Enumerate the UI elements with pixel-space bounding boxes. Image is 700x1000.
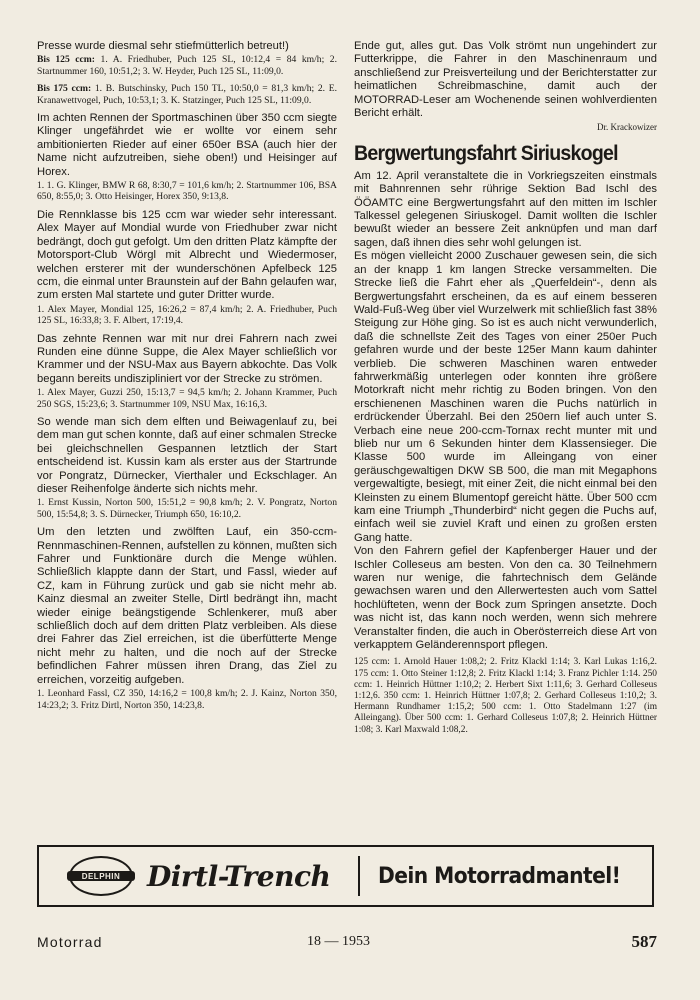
page-number: 587: [631, 932, 657, 951]
class-label: Bis 125 ccm:: [37, 54, 95, 66]
results-text: 1. Ernst Kussin, Norton 500, 15:51,2 = 90,8 km/h; 2. V. Pongratz, Norton 500, 15:54,8; 3. S. Dürnecker, Triumph 650, 16:10,2.: [37, 497, 337, 520]
article-paragraph: Das zehnte Rennen war mit nur drei Fahrern nach zwei Runden eine dünne Suppe, die Alex Mayer schließlich vor Krammer und der NSU-Max aus Bayern abkochte. Das Volk begann bereits undiszipliniert vor der Strecke zu strömen.: [37, 332, 337, 385]
magazine-name: Motorrad: [37, 934, 103, 950]
results-text: 1. Alex Mayer, Guzzi 250, 15:13,7 = 94,5 km/h; 2. Johann Krammer, Puch 250 SGS, 15:23,6; 3. Startnummer 109, NSU Max, 16:16,3.: [37, 387, 337, 410]
article-paragraph: Um den letzten und zwölften Lauf, ein 350-ccm-Rennmaschinen-Rennen, aufstellen zu können, mußten sich Fahrer und Funktionäre durch die Menge wühlen. Schließlich klappte dann der Start, und Fassl, wieder auf CZ, kam in Führung zurück und gab sie nicht mehr ab. Kainz diesmal an zweiter Stelle, Dirtl bedrängt ihn, macht wieder einige beängstigende Schlenkerer, muß aber schließlich doch auf dem dritten Platz verbleiben. Als diese drei Fahrer das Ziel erreichen, ist die überfütterte Menge nicht mehr zu halten, und die noch auf der Strecke befindlichen Fahrer müssen ihren Drang, das Ziel zu erreichen, vorzeitig aufgeben.: [37, 526, 337, 686]
results-text: 1. Leonhard Fassl, CZ 350, 14:16,2 = 100,8 km/h; 2. J. Kainz, Norton 350, 14:23,2; 3. Fritz Dirtl, Norton 350, 14:23,8.: [37, 688, 337, 711]
advertisement-banner: [37, 845, 654, 907]
issue-number: 18 — 1953: [307, 934, 370, 949]
author-signature: Dr. Krackowizer: [597, 122, 657, 133]
article-paragraph: Von den Fahrern gefiel der Kapfenberger Hauer und der Ischler Colleseus am besten. Von den ca. 30 Teilnehmern waren nur wenige, die fahrtechnisch dem Gelände gewachsen waren und den Allerwertesten auch vom Sattel hochlüfteten, wenn der Bock zum Springen ansetzte. Doch was nicht ist, das kann noch werden, wenn sich mehrere Veranstalter finden, die auch in Oberösterreich diese Art von verkapptem Geländerennsport pflegen.: [354, 545, 657, 652]
page-footer: [37, 934, 657, 954]
race-results: [37, 180, 337, 203]
race-results: [37, 54, 337, 77]
article-paragraph: So wende man sich dem elften und Beiwagenlauf zu, bei dem man gut schen konnte, daß auf einer schmalen Strecke bei gleichschnellen Gespannen letztlich der Start entscheidend ist. Kussin kam als erster aus der Startrunde vor Pongratz, Dürnecker, Vierthaler und Eckschlager. An dieser Reihenfolge änderte sich nichts mehr.: [37, 415, 337, 495]
report-conclusion: Ende gut, alles gut. Das Volk strömt nun ungehindert zur Futterkrippe, die Fahrer in den Maschinenraum und anschließend zur Preisverteilung und der Berichterstatter zur heimatlichen Schreibmaschine, damit auch der MOTORRAD-Leser am Wochenende seinen wohlverdienten Bericht erhält.: [354, 40, 657, 120]
race-results: [37, 688, 337, 711]
race-results: [37, 387, 337, 410]
ad-brand-name: Dirtl-Trench: [147, 859, 331, 893]
results-text: 1. B. Butschinsky, Puch 150 TL, 10:50,0 = 81,3 km/h; 2. E. Kranawettvogel, Puch, 10:53,1; 3. K. Statzinger, Puch 125 SL, 11:09,0.: [37, 83, 337, 106]
results-text: 1. Alex Mayer, Mondial 125, 16:26,2 = 87,4 km/h; 2. A. Friedhuber, Puch 125 SL, 16:33,8; 3. F. Albert, 17:19,4.: [37, 303, 337, 327]
logo-text: DELPHIN: [81, 871, 121, 881]
results-text: 1. 1. G. Klinger, BMW R 68, 8:30,7 = 101,6 km/h; 2. Startnummer 106, BSA 650, 8:55,0; 3. Otto Heisinger, Horex 350, 9:13,8.: [37, 180, 337, 203]
class-label: Bis 175 ccm:: [37, 83, 92, 95]
article-paragraph: Presse wurde diesmal sehr stiefmütterlich betreut!): [37, 40, 289, 52]
article-heading: Bergwertungsfahrt Siriuskogel: [354, 141, 618, 165]
ad-divider: [358, 856, 360, 896]
race-results: 125 ccm: 1. Arnold Hauer 1:08,2; 2. Fritz Klackl 1:14; 3. Karl Lukas 1:16,2. 175 ccm: 1. Otto Steiner 1:12,8; 2. Fritz Klackl 1:14; 3. Franz Pichler 1:14. 250 ccm: 1. Heinrich Hüttner 1:10,2; 2. Herbert Sixt 1:11,6; 3. Gerhard Colleseus 1:12,6. 350 ccm: 1. Heinrich Hüttner 1:07,8; 2. Gerhard Colleseus 1:10,2; 3. Hermann Rundhamer 1:15,2; 500 ccm: 1. Otto Stadelmann 1:27 (im Alleingang). Über 500 ccm: 1. Gerhard Colleseus 1:07,8; 2. Heinrich Hüttner 1:08; 3. Karl Maxwald 1:08,2.: [354, 657, 657, 735]
article-paragraph: Am 12. April veranstaltete die in Vorkriegszeiten einstmals mit Bahnrennen sehr rührige Sektion Bad Ischl des ÖÖAMTC eine Bergwertungsfahrt auf den mitten im Ischler Talkessel gelegenen Siriuskogel. Damit wollten die Ischler bewußt wieder an bessere Zeit anknüpfen und man darf sagen, daß ihnen dies sehr wohl gelungen ist.: [354, 169, 657, 249]
ad-slogan: Dein Motorradmantel!: [378, 863, 621, 889]
race-results: [37, 304, 337, 327]
left-column: [37, 40, 337, 717]
article-paragraph: Die Rennklasse bis 125 ccm war wieder sehr interessant. Alex Mayer auf Mondial wurde von Friedhuber zwar nicht bedrängt, doch gut gefolgt. Um den dritten Platz kämpfte der Motorsport-Club Wörgl mit Albrecht und Wiedermoser, welchen ersterer mit der wunderschönen Apfelbeck 125 ccm, die einmal unter Braunstein auf der Bahn gelaufen war, zum ersten Mal startete und guter Dritter wurde.: [37, 208, 337, 302]
dolphin-logo-icon: [69, 856, 133, 896]
article-paragraph: Es mögen vielleicht 2000 Zuschauer gewesen sein, die sich an der knapp 1 km langen Strecke versammelten. Die Strecke ließ die Fahrt eher als „Querfeldein“-, denn als Bergwertungsfahrt erscheinen, da es auf einem besseren Wald-Fuß-Weg über viel Wurzelwerk mit schließlich fast 38% Steigung zur Höhe ging. So ist es auch nicht verwunderlich, daß die schnellste Zeit des Tages von einer 250er Puch gefahren wurde und der beste 125er Mann kaum dahinter verblieb. Die schweren Maschinen waren entweder fahrwerkmäßig unterlegen oder konnten ihre größere Motorkraft nicht mehr richtig zu Boden bringen. Von den erschienenen Maschinen waren die Puchs natürlich in erdrückender Überzahl. Bei den 250ern lief auch unter S. Verbach eine neue 200-ccm-Tornax recht munter mit und blieb nur um 6 Sekunden hinter dem Klassensieger. Die Klasse 500 wurde im Alleingang von einer geräuschgewaltigen DKW SB 500, die man mit Megaphons vergewaltigte, besiegt, mit einer Zeit, die nicht einmal bei den Kleinsten zu einem Blumentopf gereicht hätte. Über 500 ccm kam eine Triumph „Thunderbird“ nicht gegen die Puchs auf, einfach weil sie zuviel Kraft und einen zu großen ersten Gang hatte.: [354, 250, 657, 544]
race-results: [37, 497, 337, 520]
right-column: [354, 40, 657, 736]
article-paragraph: Im achten Rennen der Sportmaschinen über 350 ccm siegte Klinger ungefährdet wie er wollte vor einem sehr ambitionierten Rieder auf einer 650er BSA (auch hier der Name nicht aufzutreiben, siehe oben!) und Heisinger auf Horex.: [37, 112, 337, 178]
race-results: [37, 83, 337, 106]
results-text: 1. A. Friedhuber, Puch 125 SL, 10:12,4 = 84 km/h; 2. Startnummer 160, 10:51,2; 3. W. Heyder, Puch 125 SL, 11:09,0.: [37, 54, 337, 77]
